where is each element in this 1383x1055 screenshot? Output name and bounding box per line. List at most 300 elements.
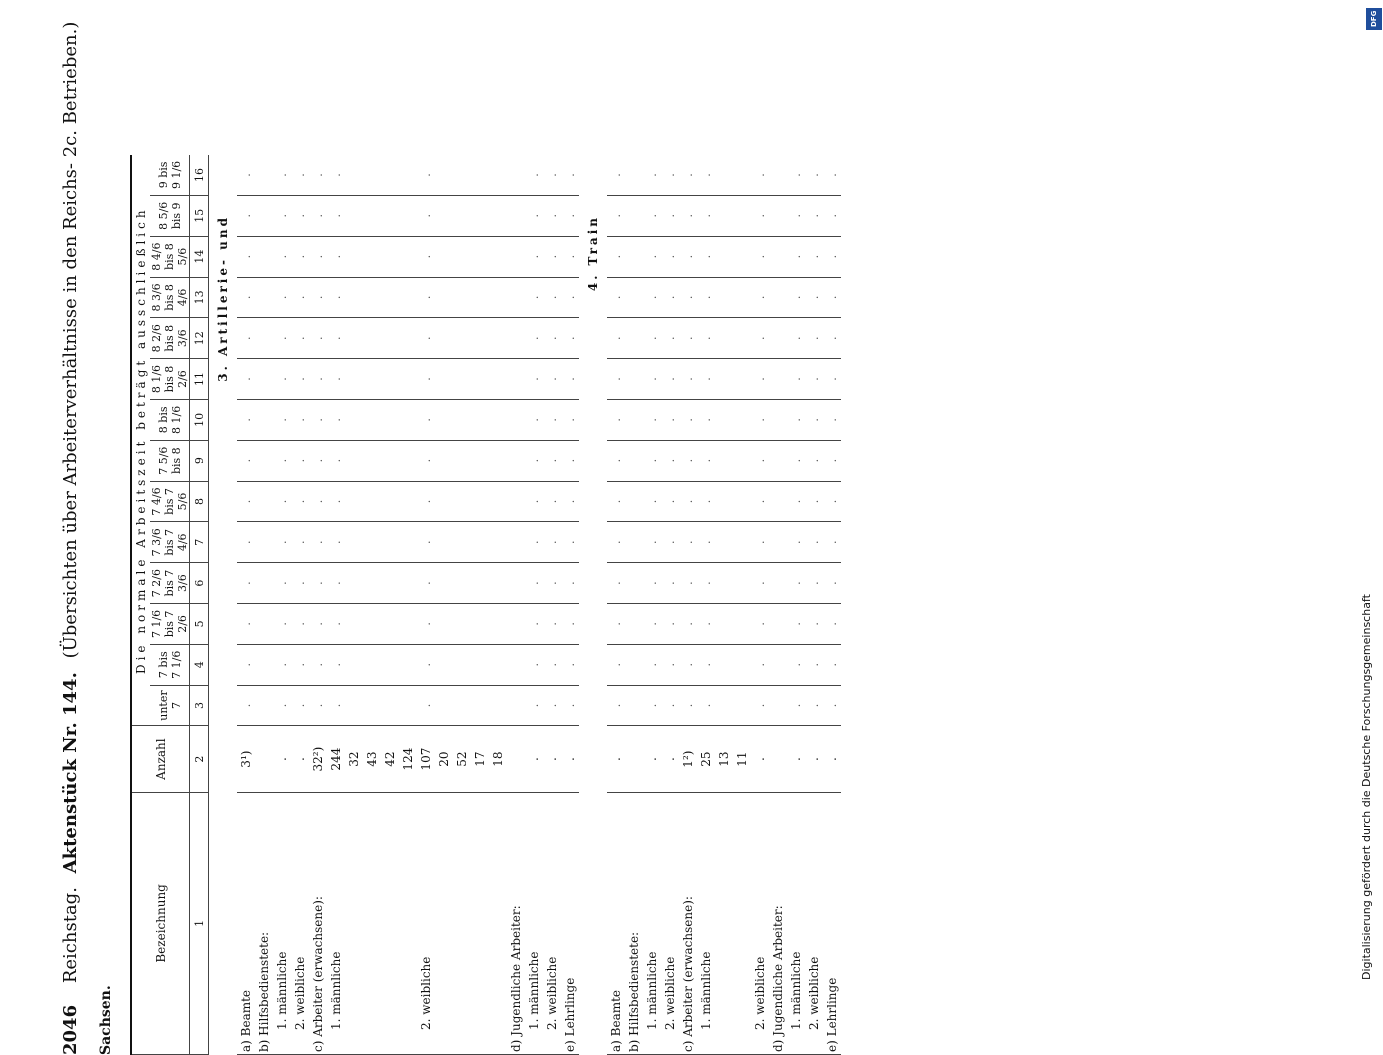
hours-cell: .	[237, 155, 255, 195]
table-row	[309, 155, 327, 1055]
hours-cell	[715, 685, 733, 726]
hours-cell: .	[751, 359, 769, 400]
hours-cell	[489, 318, 507, 359]
hours-cell	[435, 155, 453, 195]
hours-cell: .	[309, 195, 327, 236]
hours-cell: .	[525, 195, 543, 236]
hours-cell	[345, 277, 363, 318]
hours-cell: .	[291, 563, 309, 604]
hours-cell: .	[561, 522, 579, 563]
hours-cell: .	[237, 277, 255, 318]
hours-cell	[625, 644, 643, 685]
hours-cell: .	[327, 563, 345, 604]
hours-cell: .	[543, 522, 561, 563]
hours-cell	[471, 195, 489, 236]
hours-cell	[399, 277, 417, 318]
hours-cell: .	[273, 522, 291, 563]
row-anzahl: 244	[327, 726, 345, 792]
hours-cell	[769, 440, 787, 481]
hours-cell: .	[417, 195, 435, 236]
row-label: 1. männliche	[525, 792, 543, 1054]
hours-cell	[453, 563, 471, 604]
hours-cell	[733, 440, 751, 481]
hours-cell: .	[679, 481, 697, 522]
hours-cell: .	[679, 440, 697, 481]
hours-cell	[255, 604, 273, 645]
hours-cell: .	[697, 399, 715, 440]
hours-cell	[363, 440, 381, 481]
row-label: b) Hilfsbedienstete:	[625, 792, 643, 1054]
hours-cell	[507, 236, 525, 277]
hours-cell	[625, 440, 643, 481]
hours-cell	[453, 155, 471, 195]
hours-cell: .	[643, 318, 661, 359]
hours-cell	[435, 399, 453, 440]
hours-cell: .	[273, 604, 291, 645]
hours-cell: .	[273, 399, 291, 440]
hours-cell: .	[805, 155, 823, 195]
hours-cell: .	[417, 563, 435, 604]
hours-cell	[507, 440, 525, 481]
hours-cell: .	[561, 236, 579, 277]
hours-cell: .	[327, 440, 345, 481]
col-number: 4	[190, 644, 209, 685]
hours-cell: .	[561, 563, 579, 604]
hours-cell: .	[273, 563, 291, 604]
hours-cell: .	[643, 522, 661, 563]
hours-cell: .	[661, 563, 679, 604]
hours-cell: .	[525, 522, 543, 563]
hours-cell: .	[291, 359, 309, 400]
hours-cell	[507, 155, 525, 195]
hours-cell: .	[805, 604, 823, 645]
hours-cell: .	[643, 685, 661, 726]
sub-row-spacer	[345, 792, 363, 1054]
col-number: 5	[190, 604, 209, 645]
hours-cell: .	[273, 236, 291, 277]
hours-cell: .	[607, 563, 625, 604]
hours-cell: .	[237, 563, 255, 604]
row-anzahl	[625, 726, 643, 792]
row-label: c) Arbeiter (erwachsene):	[679, 792, 697, 1054]
hours-cell	[507, 399, 525, 440]
hours-cell: .	[561, 481, 579, 522]
row-label: a) Beamte	[607, 792, 625, 1054]
hours-cell	[363, 195, 381, 236]
hours-cell	[399, 563, 417, 604]
row-label: 2. weibliche	[543, 792, 561, 1054]
hours-cell	[507, 318, 525, 359]
hours-cell: .	[543, 440, 561, 481]
hours-cell: .	[417, 604, 435, 645]
hours-cell	[471, 685, 489, 726]
hours-cell	[435, 318, 453, 359]
hours-cell	[453, 195, 471, 236]
hours-cell	[715, 155, 733, 195]
hours-cell: .	[787, 563, 805, 604]
col-number: 7	[190, 522, 209, 563]
sub-row-spacer	[471, 792, 489, 1054]
hours-cell	[769, 522, 787, 563]
digitization-credit	[1360, 20, 1380, 980]
hours-cell: .	[679, 359, 697, 400]
hours-cell	[625, 277, 643, 318]
hours-cell	[255, 522, 273, 563]
hours-table	[130, 155, 841, 1055]
hours-cell	[399, 318, 417, 359]
hours-cell: .	[309, 644, 327, 685]
hours-cell	[381, 563, 399, 604]
hours-cell: .	[327, 644, 345, 685]
hours-cell: .	[273, 359, 291, 400]
table-row	[543, 155, 561, 1055]
hours-cell	[399, 481, 417, 522]
hours-cell: .	[643, 481, 661, 522]
hours-cell: .	[679, 604, 697, 645]
hours-cell	[381, 195, 399, 236]
hours-cell: .	[309, 399, 327, 440]
hours-cell	[345, 195, 363, 236]
hours-cell: .	[327, 522, 345, 563]
hours-cell: .	[237, 236, 255, 277]
hours-cell: .	[309, 359, 327, 400]
hours-cell	[507, 685, 525, 726]
hours-cell	[471, 440, 489, 481]
hours-cell: .	[607, 359, 625, 400]
hours-cell: .	[697, 277, 715, 318]
hours-cell: .	[273, 481, 291, 522]
hours-cell: .	[327, 359, 345, 400]
hours-cell	[507, 563, 525, 604]
sub-anzahl: 32	[345, 726, 363, 792]
dfg-logo: DFG	[1366, 8, 1382, 30]
hours-cell: .	[823, 359, 841, 400]
row-label: 2. weibliche	[751, 792, 769, 1054]
hours-cell	[399, 440, 417, 481]
hours-cell: .	[643, 195, 661, 236]
hours-cell: .	[643, 155, 661, 195]
hours-cell	[733, 236, 751, 277]
hours-cell	[435, 277, 453, 318]
hours-cell: .	[607, 236, 625, 277]
hours-cell: .	[525, 318, 543, 359]
hours-cell	[489, 236, 507, 277]
col-header-anzahl: Anzahl	[131, 726, 190, 792]
hours-cell: .	[787, 481, 805, 522]
hours-cell: .	[643, 359, 661, 400]
hours-cell	[255, 399, 273, 440]
hours-cell: .	[327, 481, 345, 522]
hours-cell	[399, 155, 417, 195]
hours-cell	[489, 481, 507, 522]
hours-cell	[733, 481, 751, 522]
hours-cell: .	[805, 563, 823, 604]
hours-cell	[733, 644, 751, 685]
hours-cell: .	[309, 440, 327, 481]
hours-cell	[345, 563, 363, 604]
sub-row	[381, 155, 399, 1055]
hours-cell: .	[525, 644, 543, 685]
col-number: 1	[190, 792, 209, 1054]
hours-cell: .	[787, 685, 805, 726]
hours-cell: .	[823, 481, 841, 522]
hours-cell: .	[751, 318, 769, 359]
hours-cell: .	[805, 399, 823, 440]
hours-cell: .	[661, 644, 679, 685]
hours-cell	[453, 318, 471, 359]
hours-cell: .	[823, 563, 841, 604]
table-row	[787, 155, 805, 1055]
hours-cell	[625, 604, 643, 645]
hours-cell: .	[237, 481, 255, 522]
hours-cell: .	[291, 277, 309, 318]
hours-cell: .	[751, 440, 769, 481]
hours-cell	[453, 277, 471, 318]
hours-cell: .	[787, 318, 805, 359]
hours-cell: .	[787, 440, 805, 481]
row-anzahl: .	[823, 726, 841, 792]
hours-cell: .	[291, 195, 309, 236]
hours-cell: .	[543, 685, 561, 726]
col-number: 10	[190, 399, 209, 440]
hours-cell: .	[543, 277, 561, 318]
hours-cell: .	[543, 604, 561, 645]
row-label: b) Hilfsbedienstete:	[255, 792, 273, 1054]
hours-cell: .	[805, 318, 823, 359]
sub-row	[453, 155, 471, 1055]
hours-cell: .	[327, 685, 345, 726]
hours-cell: .	[543, 359, 561, 400]
hours-cell	[399, 685, 417, 726]
sub-row	[363, 155, 381, 1055]
hours-cell: .	[561, 195, 579, 236]
hours-cell: .	[697, 563, 715, 604]
hours-cell: .	[607, 399, 625, 440]
hours-cell	[733, 318, 751, 359]
table-row	[237, 155, 255, 1055]
hours-cell: .	[679, 685, 697, 726]
hours-cell: .	[661, 440, 679, 481]
row-label: d) Jugendliche Arbeiter:	[507, 792, 525, 1054]
sub-row	[733, 155, 751, 1055]
hours-cell	[399, 604, 417, 645]
hours-cell	[625, 359, 643, 400]
hours-cell	[345, 644, 363, 685]
hours-cell: .	[823, 440, 841, 481]
hours-cell	[733, 685, 751, 726]
hours-cell	[625, 236, 643, 277]
hours-cell	[381, 440, 399, 481]
hours-cell: .	[561, 604, 579, 645]
hours-cell	[625, 399, 643, 440]
region-label: Sachsen.	[98, 985, 114, 1055]
hours-cell: .	[697, 481, 715, 522]
hours-cell	[769, 399, 787, 440]
sub-row-spacer	[453, 792, 471, 1054]
hours-cell	[435, 195, 453, 236]
row-label: e) Lehrlinge	[561, 792, 579, 1054]
hours-cell	[255, 277, 273, 318]
hours-cell: .	[787, 277, 805, 318]
hours-cell	[453, 685, 471, 726]
hours-cell	[769, 685, 787, 726]
hours-cell: .	[607, 644, 625, 685]
col-number: 11	[190, 359, 209, 400]
hour-col: 8 1/6 bis 8 2/6	[150, 359, 190, 400]
table-row	[751, 155, 769, 1055]
hours-cell	[733, 604, 751, 645]
hours-cell	[345, 440, 363, 481]
hours-cell: .	[237, 644, 255, 685]
hours-cell: .	[417, 440, 435, 481]
row-anzahl: .	[525, 726, 543, 792]
hours-cell	[345, 155, 363, 195]
sub-anzahl: 11	[733, 726, 751, 792]
hours-cell	[453, 481, 471, 522]
hours-cell: .	[661, 236, 679, 277]
hours-cell	[489, 359, 507, 400]
hours-cell: .	[525, 277, 543, 318]
hours-cell	[489, 440, 507, 481]
row-anzahl: .	[273, 726, 291, 792]
hours-cell: .	[543, 399, 561, 440]
hour-col: 8 2/6 bis 8 3/6	[150, 318, 190, 359]
hours-cell: .	[291, 236, 309, 277]
hours-cell: .	[697, 318, 715, 359]
hour-col: 8 bis 8 1/6	[150, 399, 190, 440]
row-label: 1. männliche	[273, 792, 291, 1054]
hours-cell: .	[309, 155, 327, 195]
sub-row-spacer	[489, 792, 507, 1054]
hour-col: 8 3/6 bis 8 4/6	[150, 277, 190, 318]
hours-cell	[715, 522, 733, 563]
row-anzahl	[769, 726, 787, 792]
hours-cell: .	[751, 685, 769, 726]
hours-cell	[399, 522, 417, 563]
hours-cell	[363, 604, 381, 645]
hours-cell	[769, 481, 787, 522]
hour-col: 8 4/6 bis 8 5/6	[150, 236, 190, 277]
hours-cell: .	[805, 236, 823, 277]
credit-text: Digitalisierung gefördert durch die Deutsche Forschungsgemeinschaft	[1360, 594, 1373, 980]
hours-cell: .	[525, 685, 543, 726]
hours-cell	[733, 359, 751, 400]
hours-cell	[381, 399, 399, 440]
sub-anzahl: 13	[715, 726, 733, 792]
hours-cell	[381, 236, 399, 277]
hours-cell: .	[309, 318, 327, 359]
row-label: c) Arbeiter (erwachsene):	[309, 792, 327, 1054]
hours-cell	[733, 195, 751, 236]
hours-cell	[489, 195, 507, 236]
hours-cell: .	[417, 277, 435, 318]
hour-col: 8 5/6 bis 9	[150, 195, 190, 236]
hours-cell: .	[525, 359, 543, 400]
hour-col: 9 bis 9 1/6	[150, 155, 190, 195]
hours-cell	[435, 522, 453, 563]
hours-cell	[471, 318, 489, 359]
hours-cell: .	[273, 195, 291, 236]
row-anzahl: .	[751, 726, 769, 792]
row-label: 1. männliche	[697, 792, 715, 1054]
hours-cell	[381, 277, 399, 318]
hours-cell: .	[417, 685, 435, 726]
sub-anzahl: 18	[489, 726, 507, 792]
hour-col: 7 1/6 bis 7 2/6	[150, 604, 190, 645]
hours-cell	[363, 277, 381, 318]
table-row	[417, 155, 435, 1055]
row-anzahl: 25	[697, 726, 715, 792]
hours-cell: .	[679, 318, 697, 359]
hours-cell: .	[751, 563, 769, 604]
hours-cell	[489, 522, 507, 563]
scanned-page	[60, 21, 1320, 1055]
hours-cell: .	[823, 318, 841, 359]
sub-row	[471, 155, 489, 1055]
hours-cell	[399, 236, 417, 277]
col-number: 13	[190, 277, 209, 318]
hours-cell	[381, 318, 399, 359]
document-ref: Aktenstück Nr. 144.	[60, 672, 81, 874]
hours-cell: .	[561, 399, 579, 440]
hours-cell: .	[661, 195, 679, 236]
hours-cell: .	[607, 481, 625, 522]
hours-cell	[255, 481, 273, 522]
table-row	[507, 155, 525, 1055]
hours-cell: .	[309, 481, 327, 522]
hours-cell	[399, 644, 417, 685]
hours-cell: .	[327, 399, 345, 440]
hours-cell: .	[697, 685, 715, 726]
hours-cell: .	[273, 155, 291, 195]
hours-cell	[471, 399, 489, 440]
row-anzahl: .	[291, 726, 309, 792]
sub-anzahl: 124	[399, 726, 417, 792]
hours-cell	[381, 644, 399, 685]
hours-cell: .	[607, 604, 625, 645]
hours-cell: .	[697, 440, 715, 481]
hours-cell: .	[417, 359, 435, 400]
hours-cell	[345, 685, 363, 726]
hours-cell	[435, 236, 453, 277]
hours-cell	[715, 318, 733, 359]
row-label: 2. weibliche	[661, 792, 679, 1054]
sub-row-spacer	[733, 792, 751, 1054]
hours-cell	[507, 522, 525, 563]
hours-cell: .	[661, 277, 679, 318]
hours-cell	[255, 563, 273, 604]
hours-cell	[769, 195, 787, 236]
sub-row-spacer	[363, 792, 381, 1054]
hours-cell	[471, 522, 489, 563]
hours-cell	[489, 277, 507, 318]
hours-cell	[769, 277, 787, 318]
hours-cell	[715, 644, 733, 685]
hours-cell: .	[291, 604, 309, 645]
hours-cell: .	[805, 481, 823, 522]
source-label: Reichstag.	[60, 887, 81, 984]
row-label: d) Jugendliche Arbeiter:	[769, 792, 787, 1054]
hours-cell	[733, 277, 751, 318]
hours-cell	[625, 155, 643, 195]
hours-cell: .	[751, 604, 769, 645]
hours-cell	[255, 685, 273, 726]
sub-row	[715, 155, 733, 1055]
hours-cell	[453, 522, 471, 563]
hours-cell: .	[237, 604, 255, 645]
col-number: 2	[190, 726, 209, 792]
hours-cell: .	[787, 236, 805, 277]
